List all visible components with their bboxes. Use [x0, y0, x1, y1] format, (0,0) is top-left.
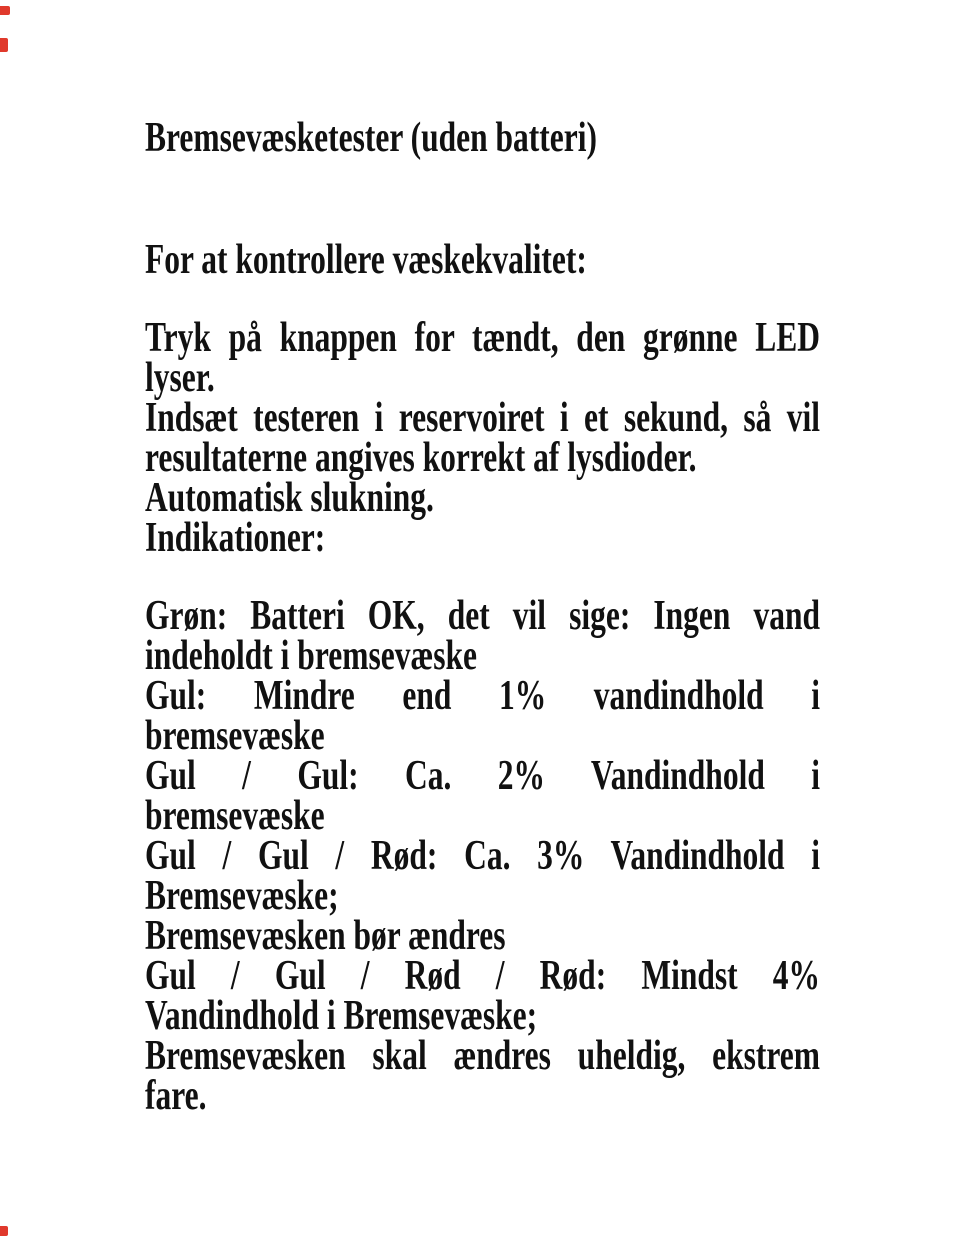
text-line: bremsevæske	[145, 713, 325, 759]
text-line: Vandindhold i Bremsevæske;	[145, 993, 538, 1039]
text-line: Bremsevæsken skal ændres uheldig, ekstrem	[145, 1033, 820, 1079]
scan-artifact-mark	[0, 1226, 8, 1236]
text-line: bremsevæske	[145, 793, 325, 839]
text-line: resultaterne angives korrekt af lysdioder.	[145, 435, 697, 481]
text-line: Gul: Mindre end 1% vandindhold i	[145, 673, 820, 719]
document-text-column	[145, 115, 820, 1119]
text-line: fare.	[145, 1073, 207, 1119]
text-line: Bremsevæske;	[145, 873, 339, 919]
document-title: Bremsevæsketester (uden batteri)	[145, 115, 597, 161]
text-line: Gul / Gul / Rød: Ca. 3% Vandindhold i	[145, 833, 820, 879]
text-line: Indsæt testeren i reservoiret i et sekund, så vil	[145, 395, 820, 441]
text-line: Gul / Gul / Rød / Rød: Mindst 4%	[145, 953, 820, 999]
scan-artifact-mark	[0, 6, 10, 15]
scan-artifact-mark	[0, 38, 8, 52]
indications-paragraph	[145, 593, 820, 1119]
instructions-paragraph	[145, 315, 820, 561]
text-line: Grøn: Batteri OK, det vil sige: Ingen vand	[145, 593, 820, 639]
text-line: Bremsevæsken bør ændres	[145, 913, 506, 959]
text-line: Indikationer:	[145, 515, 326, 561]
text-line: indeholdt i bremsevæske	[145, 633, 477, 679]
text-line: Automatisk slukning.	[145, 475, 434, 521]
text-line: Gul / Gul: Ca. 2% Vandindhold i	[145, 753, 820, 799]
document-subtitle: For at kontrollere væskekvalitet:	[145, 237, 587, 283]
text-line: Tryk på knappen for tændt, den grønne LED	[145, 315, 820, 361]
text-line: lyser.	[145, 355, 215, 401]
